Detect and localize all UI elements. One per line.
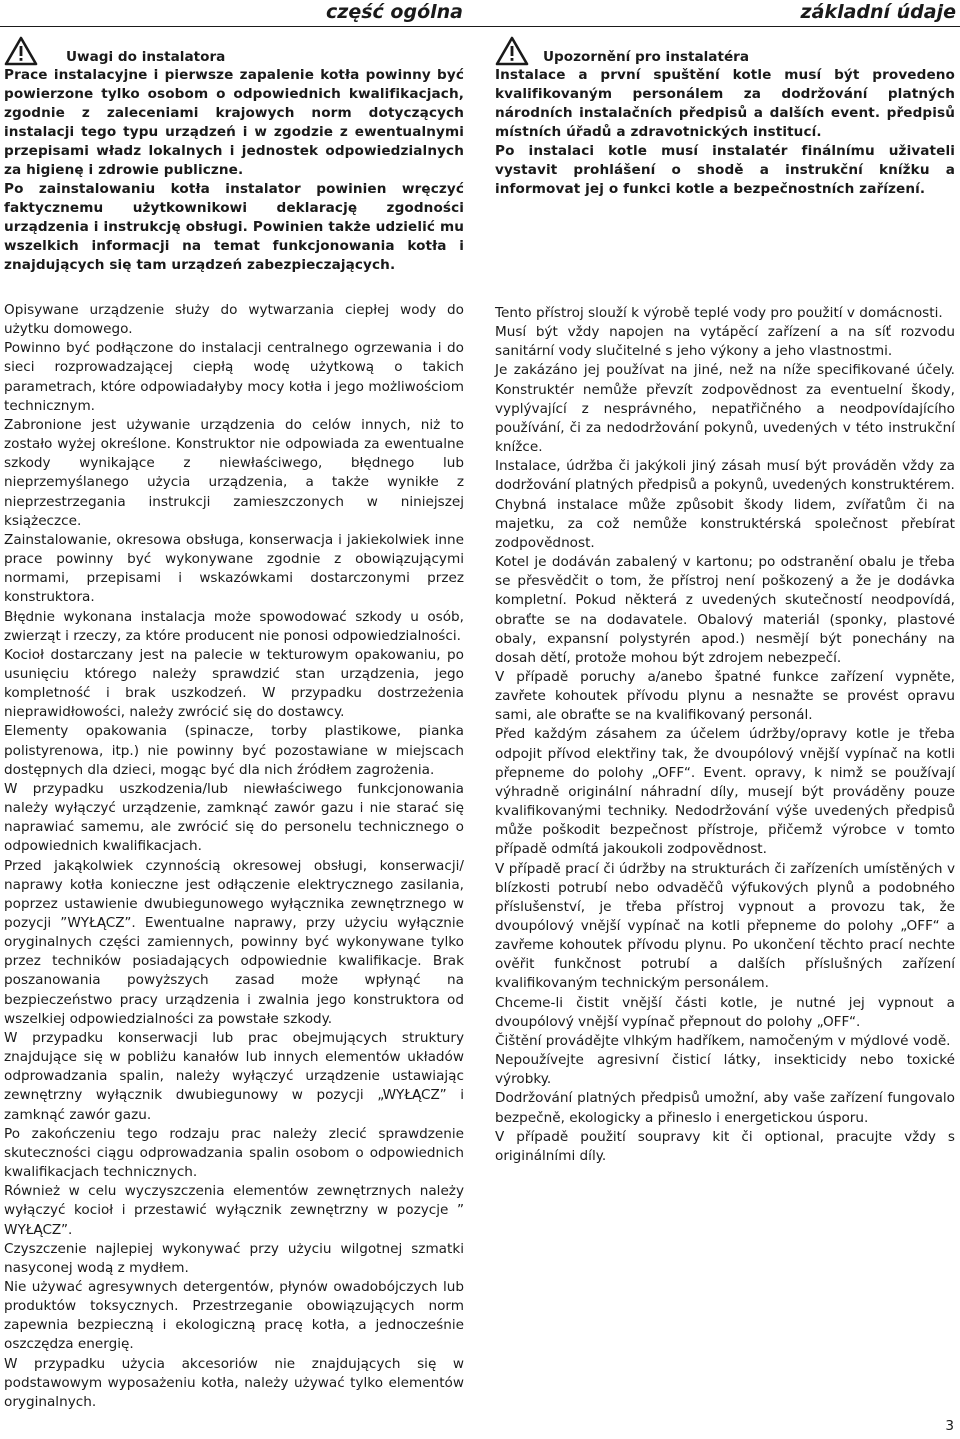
body-paragraph: Musí být vždy napojen na vytápěcí zařízení a na síť rozvodu sanitární vody slučitelné s jeho výkony a jeho vlastnostmi. <box>495 324 955 360</box>
body-paragraph: V případě prací či údržby na strukturách či zařízeních umístěných v blízkosti potrubí nebo odvaděčů výfukových plynů a podobného příslušenství, je třeba přístroj vypnout a provozu tak, že dvoupólový vnější vypínač na kotli přepneme do polohy „OFF“ a zavřeme kohoutek přívodu plynu. Po ukončení těchto prací nechte ověřit funkčnost potrubí a dalších příslušných zařízení kvalifikovaným technickým personálem. <box>495 860 955 992</box>
warning-paragraph: Prace instalacyjne i pierwsze zapalenie kotła powinny być powierzone tylko osobom o odpowiednich kwalifikacjach, zgodnie z zaleceniami krajowych norm dotyczących instalacji tego typu urządzeń i w zgodzie z ewentualnymi przepisami władz lokalnych i jednostek odpowiedzialnych za higienę i zdrowie publiczne. <box>4 67 464 178</box>
section-title-polish: część ogólna <box>326 1 463 23</box>
body-paragraph: Kocioł dostarczany jest na palecie w tekturowym opakowaniu, po usunięciu którego należy sprawdzić stan urządzenia, jego kompletność i brak uszkodzeń. W przypadku dostrzeżenia nieprawidłowości, należy zwrócić się do dostawcy. <box>4 646 464 721</box>
installer-warning-czech <box>495 36 955 284</box>
warning-paragraph: Po zainstalowaniu kotła instalator powinien wręczyć faktycznemu użytkownikowi deklarację zgodności urządzenia i instrukcję obsługi. Powinien także udzielić mu wszelkich informacji na temat funkcjonowania kotła i znajdujących się tam urządzeń zabezpieczających. <box>4 181 464 273</box>
body-paragraph: Błędnie wykonana instalacja może spowodować szkody u osób, zwierząt i rzeczy, za które producent nie ponosi odpowiedzialności. <box>4 608 464 644</box>
page-number: 3 <box>945 1418 954 1434</box>
body-paragraph: Před každým zásahem za účelem údržby/opravy kotle je třeba odpojit přívod elektřiny tak, že dvoupólový vnější vypínač na kotli přepneme do polohy „OFF“. Event. opravy, k nimž se používají výhradně originální náhradní díly, musejí být prováděny pouze kvalifikovanými techniky. Nedodržování výše uvedených předpisů může poškodit bezpečnost přístroje, přičemž výrobce v tomto případě odmítá jakoukoli zodpovědnost. <box>495 726 955 858</box>
body-paragraph: W przypadku uszkodzenia/lub niewłaściwego funkcjonowania należy wyłączyć urządzenie, zamknąć zawór gazu i nie starać się naprawiać samemu, ale zwrócić się do personelu technicznego o odpowiednich kwalifikacjach. <box>4 780 464 855</box>
body-text-polish <box>4 301 464 1412</box>
body-paragraph: Elementy opakowania (spinacze, torby plastikowe, pianka polistyrenowa, itp.) nie powinny być pozostawiane w miejscach dostępnych dla dzieci, mogąc być dla nich źródłem zagrożenia. <box>4 723 464 778</box>
body-paragraph: V případě poruchy a/anebo špatné funkce zařízení vypněte, zavřete kohoutek přívodu plynu a nesnažte se provést opravu sami, ale obraťte se na kvalifikovaný personál. <box>495 668 955 724</box>
body-paragraph: Nepoužívejte agresivní čisticí látky, insekticidy nebo toxické výrobky. <box>495 1052 955 1088</box>
section-title-czech: základní údaje <box>800 1 956 23</box>
warning-triangle-icon <box>495 36 529 66</box>
warning-title: Upozornění pro instalatéra <box>543 49 750 65</box>
body-paragraph: Instalace, údržba či jakýkoli jiný zásah musí být prováděn vždy za dodržování platných předpisů a pokynů, uvedených konstruktérem. <box>495 458 955 494</box>
body-paragraph: W przypadku konserwacji lub prac obejmujących struktury znajdujące się w pobliżu kanałów lub innych elementów układów odprowadzania spalin, należy wyłączyć urządzenie ustawiając zewnętrzny wyłącznik dwubiegunowy w pozycji „WYŁĄCZ” i zamknąć zawór gazu. <box>4 1029 464 1123</box>
warning-title: Uwagi do instalatora <box>66 49 226 65</box>
body-paragraph: V případě použití soupravy kit či optional, pracujte vždy s originálními díly. <box>495 1128 955 1164</box>
body-paragraph: Čištění provádějte vlhkým hadříkem, namočeným v mýdlové vodě. <box>495 1032 951 1049</box>
body-paragraph: Chceme-li čistit vnější části kotle, je nutné jej vypnout a dvoupólový vnější vypínač přepnout do polohy „OFF“. <box>495 994 955 1030</box>
body-paragraph: Również w celu wyczyszczenia elementów zewnętrznych należy wyłączyć kocioł i przestawić wyłącznik zewnętrzny w pozycje ” WYŁĄCZ”. <box>4 1183 464 1238</box>
body-paragraph: Przed jakąkolwiek czynnością okresowej obsługi, konserwacji/ naprawy kotła konieczne jest odłączenie elektrycznego zasilania, poprzez ustawienie dwubiegunowego wyłącznika zewnętrznego w pozycji ”WYŁĄCZ”. Ewentualne naprawy, przy użyciu wyłącznie oryginalnych części zamiennych, powinny być wykonywane tylko przez techników posiadających odpowiednie kwalifikacje. Brak poszanowania powyższych zasad może wpłynąć na bezpieczeństwo pracy urządzenia i zwalnia jego konstruktora od wszelkiej odpowiedzialności za powstałe szkody. <box>4 857 464 1027</box>
column-polish <box>4 36 464 1412</box>
body-paragraph: Po zakończeniu tego rodzaju prac należy zlecić sprawdzenie skuteczności ciągu odprowadzania spalin osobom o odpowiednich kwalifikacjach technicznych. <box>4 1125 464 1181</box>
installer-warning-polish <box>4 36 464 284</box>
body-paragraph: Powinno być podłączone do instalacji centralnego ogrzewania i do sieci rozprowadzającej ciepłą wodę użytkową o takich parametrach, które odpowiadałyby mocy kotła i jego możliwościom technicznym. <box>4 340 464 414</box>
body-paragraph: Opisywane urządzenie służy do wytwarzania ciepłej wody do użytku domowego. <box>4 302 464 338</box>
warning-triangle-icon <box>4 36 38 66</box>
body-paragraph: W przypadku użycia akcesoriów nie znajdujących się w podstawowym wyposażeniu kotła, należy używać tylko elementów oryginalnych. <box>4 1355 464 1410</box>
column-czech <box>495 36 955 1166</box>
body-text-czech <box>495 304 955 1166</box>
warning-paragraph: Instalace a první spuštění kotle musí být provedeno kvalifikovaným personálem za dodržování platných národních instalačních předpisů a dalších event. předpisů místních úřadů a zdravotnických institucí. <box>495 67 955 140</box>
body-paragraph: Zabronione jest używanie urządzenia do celów innych, niż to zostało wyżej określone. Konstruktor nie odpowiada za ewentualne szkody wynikające z niewłaściwego, błędnego lub nieprzemyślanego użycia urządzenia, a także wynikłe z nieprzestrzegania instrukcji zamieszczonych w niniejszej książeczce. <box>4 416 464 529</box>
header-rule <box>0 26 960 27</box>
body-paragraph: Zainstalowanie, okresowa obsługa, konserwacja i jakiekolwiek inne prace powinny być wykonywane zgodnie z obowiązującymi normami, przepisami i wskazówkami dostarczonymi przez konstruktora. <box>4 531 464 606</box>
body-paragraph: Dodržování platných předpisů umožní, aby vaše zařízení fungovalo bezpečně, ekologicky a přineslo i energetickou úsporu. <box>495 1090 955 1126</box>
body-paragraph: Chybná instalace může způsobit škody lidem, zvířatům či na majetku, za což nemůže konstruktérská společnost přebírat zodpovědnost. <box>495 496 955 551</box>
body-paragraph: Je zakázáno jej používat na jiné, než na níže specifikované účely. Konstruktér nemůže převzít zodpovědnost za eventuelní škody, vyplývající z nesprávného, nepatřičného a neodpovídajícího používání, či za nedodržování pokynů, uvedených v této instrukční knížce. <box>495 362 955 456</box>
body-paragraph: Kotel je dodáván zabalený v kartonu; po odstranění obalu je třeba se přesvědčit o tom, že přístroj není poškozený a že je dodávka kompletní. Pokud některá z uvedených skutečností neodpovídá, obraťte se na dodavatele. Obalový materiál (sponky, plastové obaly, expansní polystyrén apod.) nesmějí být ponechány na dosah dětí, protože mohou být zdrojem nebezpečí. <box>495 554 955 666</box>
body-paragraph: Nie używać agresywnych detergentów, płynów owadobójczych lub produktów toksycznych. Przestrzeganie obowiązujących norm zapewnia bezpieczną i ekologiczną pracę kotła, a jednocześnie oszczędza energię. <box>4 1278 464 1353</box>
warning-paragraph: Po instalaci kotle musí instalatér finálnímu uživateli vystavit prohlášení o shodě a instrukční knížku a informovat jej o funkci kotle a bezpečnostních zařízení. <box>495 143 955 197</box>
body-paragraph: Czyszczenie najlepiej wykonywać przy użyciu wilgotnej szmatki nasyconej wodą z mydłem. <box>4 1240 464 1276</box>
body-paragraph: Tento přístroj slouží k výrobě teplé vody pro použití v domácnosti. <box>495 305 943 321</box>
